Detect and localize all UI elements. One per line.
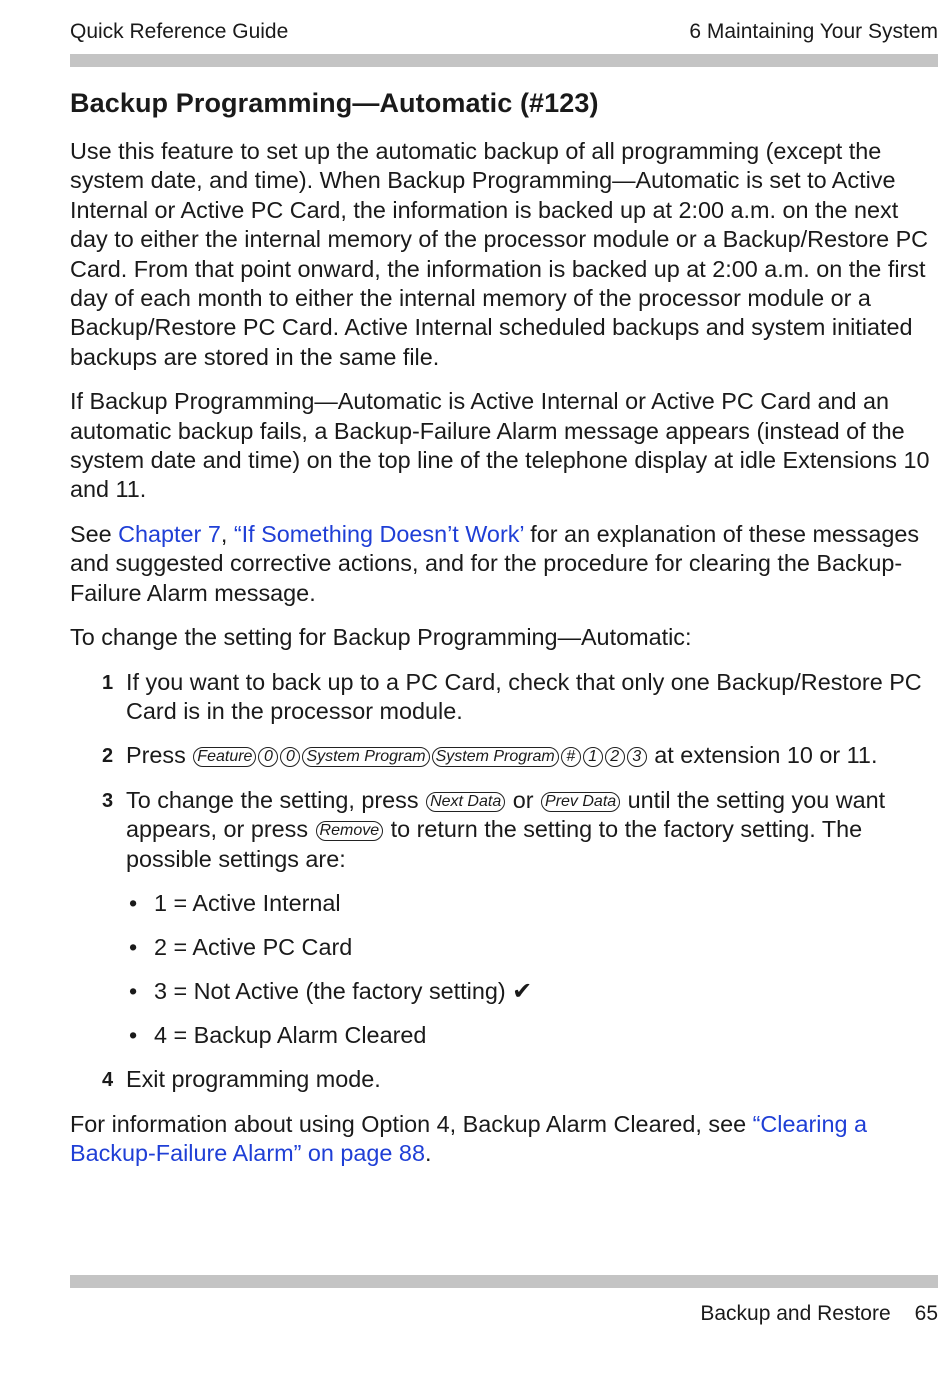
key-1: 1	[583, 747, 603, 767]
setting-label: 4 = Backup Alarm Cleared	[154, 1021, 427, 1048]
period-text: .	[424, 1140, 432, 1167]
step-text: Exit programming mode.	[126, 1066, 381, 1093]
option4-text: For information about using Option 4, Backup Alarm Cleared, see	[70, 1110, 753, 1137]
settings-list	[126, 889, 938, 1050]
key-2: 2	[605, 747, 625, 767]
setting-label: 2 = Active PC Card	[154, 933, 353, 960]
step-press-text: Press	[126, 742, 193, 769]
reference-paragraph	[70, 520, 938, 608]
setting-label: 3 = Not Active (the factory setting)	[154, 977, 506, 1004]
setting-option	[126, 889, 938, 918]
bullet-icon: •	[129, 933, 138, 960]
procedure-intro: To change the setting for Backup Programming—Automatic:	[70, 624, 692, 651]
body-content	[70, 137, 938, 1184]
option4-paragraph	[70, 1110, 938, 1169]
troubleshooting-link[interactable]: “If Something Doesn’t Work’	[233, 520, 524, 547]
page-number: 65	[914, 1302, 938, 1325]
chapter-link[interactable]: Chapter 7	[118, 520, 221, 547]
step-1	[70, 668, 938, 727]
setting-option	[126, 933, 938, 962]
running-header	[70, 20, 938, 44]
key-system-program: System Program	[432, 747, 559, 767]
header-guide-title: Quick Reference Guide	[70, 20, 289, 43]
step-text: until the setting you want appears, or press	[126, 786, 886, 843]
intro-paragraph: Use this feature to set up the automatic backup of all programming (except the system date, and time). When Backup Programming—Automatic is set to Active Internal or Active PC Card, the information is backed up at 2:00 a.m. on the next day to either the internal memory of the processor module or a Backup/Restore PC Card. From that point onward, the information is backed up at 2:00 a.m. on the first day of each month to either the internal memory of the processor module or a Backup/Restore PC Card. Active Internal scheduled backups and system initiated backups are stored in the same file.	[70, 138, 929, 370]
running-footer	[700, 1302, 938, 1326]
see-text: See	[70, 520, 119, 547]
setting-option	[126, 977, 938, 1006]
key-feature: Feature	[193, 747, 256, 767]
step-number: 4	[102, 1069, 114, 1092]
setting-label: 1 = Active Internal	[154, 889, 341, 916]
step-text: If you want to back up to a PC Card, check that only one Backup/Restore PC Card is in the processor module.	[126, 668, 922, 724]
header-chapter-title: 6 Maintaining Your System	[689, 20, 938, 43]
footer-section: Backup and Restore	[700, 1302, 891, 1325]
key-0: 0	[258, 747, 278, 767]
key-next-data: Next Data	[426, 792, 505, 812]
setting-option	[126, 1021, 938, 1050]
bullet-icon: •	[129, 1021, 138, 1048]
step-number: 1	[102, 671, 114, 694]
step-2	[70, 741, 938, 770]
key-prev-data: Prev Data	[541, 792, 620, 812]
procedure-steps	[70, 668, 938, 1095]
clearing-alarm-link[interactable]: “Clearing a Backup-Failure Alarm” on page 88	[70, 1110, 868, 1167]
comma-text: ,	[220, 520, 234, 547]
section-title: Backup Programming—Automatic (#123)	[70, 88, 599, 118]
document-page	[70, 0, 938, 1384]
step-text: To change the setting, press	[126, 786, 426, 813]
step-number: 2	[102, 745, 114, 768]
bullet-icon: •	[129, 889, 138, 916]
or-text: or	[506, 786, 541, 813]
key-3: 3	[627, 747, 647, 767]
checkmark-icon: ✔	[512, 977, 533, 1005]
step-4	[70, 1065, 938, 1094]
step-3	[70, 786, 938, 1051]
alarm-paragraph: If Backup Programming—Automatic is Active Internal or Active PC Card and an automatic backup fails, a Backup-Failure Alarm message appears (instead of the system date and time) on the top line of the telephone display at idle Extensions 10 and 11.	[70, 388, 930, 503]
footer-rule	[70, 1275, 938, 1288]
step-text: to return the setting to the factory setting. The possible settings are:	[126, 816, 863, 872]
bullet-icon: •	[129, 977, 138, 1004]
key-remove: Remove	[316, 821, 384, 841]
key-pound: #	[561, 747, 581, 767]
key-0: 0	[280, 747, 300, 767]
header-rule	[70, 54, 938, 67]
reference-rest-text: for an explanation of these messages and suggested corrective actions, and for the procedure for clearing the Backup-Failure Alarm message.	[70, 520, 920, 606]
step-number: 3	[102, 789, 114, 812]
key-system-program: System Program	[302, 747, 429, 767]
step-after-text: at extension 10 or 11.	[647, 742, 878, 769]
